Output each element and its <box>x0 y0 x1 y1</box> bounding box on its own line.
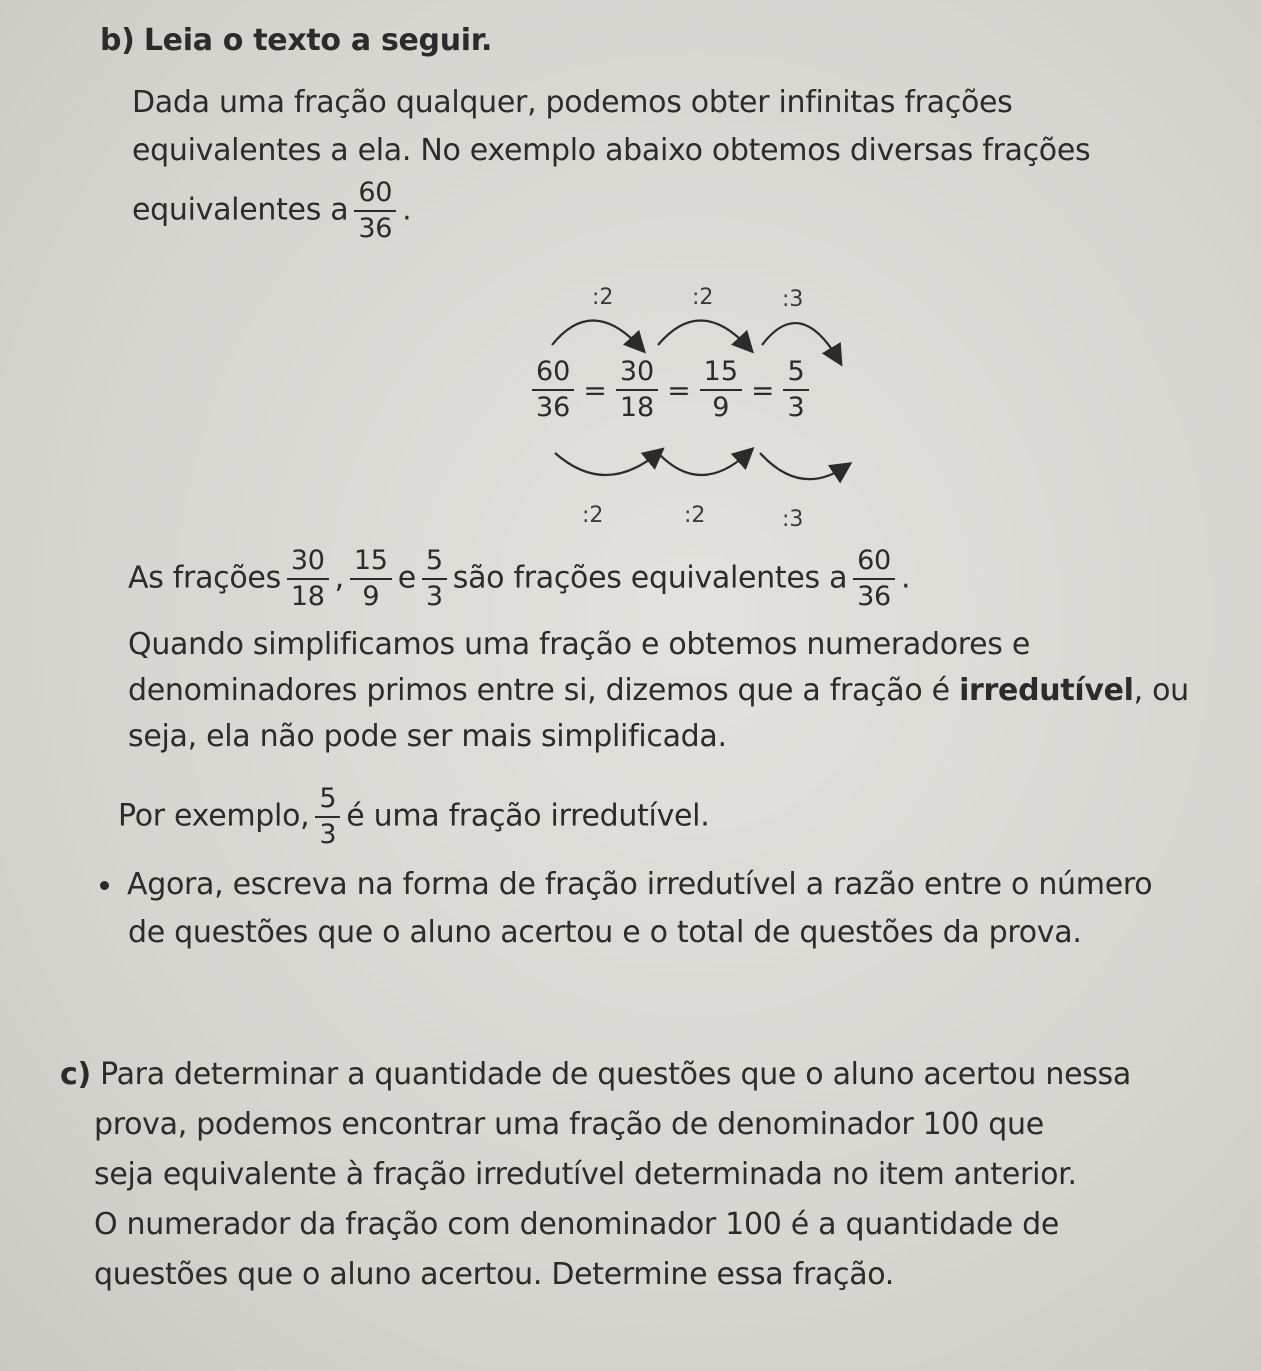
op-top-2: :2 <box>692 285 714 310</box>
op-bottom-3: :3 <box>782 507 804 532</box>
fraction-60-36: $\frac{60}{36}$ <box>354 178 396 244</box>
paragraph-2-start: As frações <box>128 560 281 596</box>
paragraph-3-line-3: seja, ela não pode ser mais simplificada. <box>128 719 727 754</box>
item-c-line-2: prova, podemos encontrar uma fração de denominador 100 que <box>94 1107 1044 1142</box>
equals-sign: = <box>583 373 607 407</box>
arrow-bottom-1 <box>555 453 658 475</box>
op-top-1: :2 <box>592 285 614 310</box>
diagram-fraction-2: $\frac{30}{18}$ <box>616 357 658 423</box>
bullet-question-line-2: de questões que o aluno acertou e o total de questões da prova. <box>128 915 1082 950</box>
paragraph-1-text: equivalentes a <box>132 192 349 228</box>
conjunction-e: e <box>397 560 416 596</box>
paragraph-2-mid: são frações equivalentes a <box>452 560 848 596</box>
diagram-fraction-3: $\frac{15}{9}$ <box>700 357 742 423</box>
arrow-top-1 <box>552 320 640 347</box>
item-c-label: c) <box>60 1057 91 1092</box>
fraction-5-3: $\frac{5}{3}$ <box>422 546 447 612</box>
fraction-15-9: $\frac{15}{9}$ <box>350 546 392 612</box>
paragraph-1-line-1: Dada uma fração qualquer, podemos obter infinitas frações <box>132 85 1013 120</box>
op-top-3: :3 <box>782 287 804 312</box>
paragraph-1-line-2: equivalentes a ela. No exemplo abaixo obtemos diversas frações <box>132 133 1091 168</box>
bullet-question-line-1: Agora, escreva na forma de fração irredutível a razão entre o número <box>100 866 1152 904</box>
fraction-30-18: $\frac{30}{18}$ <box>287 546 329 612</box>
item-c-line-3: seja equivalente à fração irredutível determinada no item anterior. <box>94 1157 1077 1192</box>
equals-sign: = <box>751 373 775 407</box>
item-b-heading <box>100 22 492 60</box>
equivalence-row <box>526 357 815 423</box>
arrow-bottom-2 <box>658 453 748 475</box>
paragraph-3-line-1: Quando simplificamos uma fração e obtemos numeradores e <box>128 627 1031 662</box>
equals-sign: = <box>667 373 691 407</box>
op-bottom-1: :2 <box>582 503 604 528</box>
fraction-60-36-repeat: $\frac{60}{36}$ <box>853 546 895 612</box>
paragraph-4: Por exemplo, $\frac{5}{3}$ é uma fração irredutível. <box>118 783 710 850</box>
arrow-bottom-3 <box>760 453 845 479</box>
paragraph-2: As frações $\frac{30}{18}$ , $\frac{15}{9}$ e $\frac{5}{3}$ são frações equivalentes a $\frac{60}{36}$ . <box>128 545 911 612</box>
item-c-line-1: c) Para determinar a quantidade de questões que o aluno acertou nessa <box>60 1057 1131 1092</box>
paragraph-3-line-2: denominadores primos entre si, dizemos que a fração é irredutível, ou <box>128 673 1189 708</box>
diagram-fraction-1: $\frac{60}{36}$ <box>532 357 574 423</box>
term-irredutivel: irredutível <box>959 673 1134 708</box>
item-b-label: b) <box>100 23 135 58</box>
item-c-line-5: questões que o aluno acertou. Determine essa fração. <box>94 1257 895 1292</box>
diagram-fraction-4: $\frac{5}{3}$ <box>783 357 808 423</box>
item-b-title: Leia o texto a seguir. <box>143 23 493 58</box>
equivalence-diagram <box>500 275 880 535</box>
arrow-top-2 <box>658 320 748 347</box>
arrow-top-3 <box>762 323 838 359</box>
op-bottom-2: :2 <box>684 503 706 528</box>
fraction-5-3-example: $\frac{5}{3}$ <box>315 784 340 850</box>
item-c-line-4: O numerador da fração com denominador 100 é a quantidade de <box>94 1207 1060 1242</box>
paragraph-1-line-3: equivalentes a $\frac{60}{36}$ . <box>132 177 412 244</box>
bullet-icon <box>100 881 109 890</box>
